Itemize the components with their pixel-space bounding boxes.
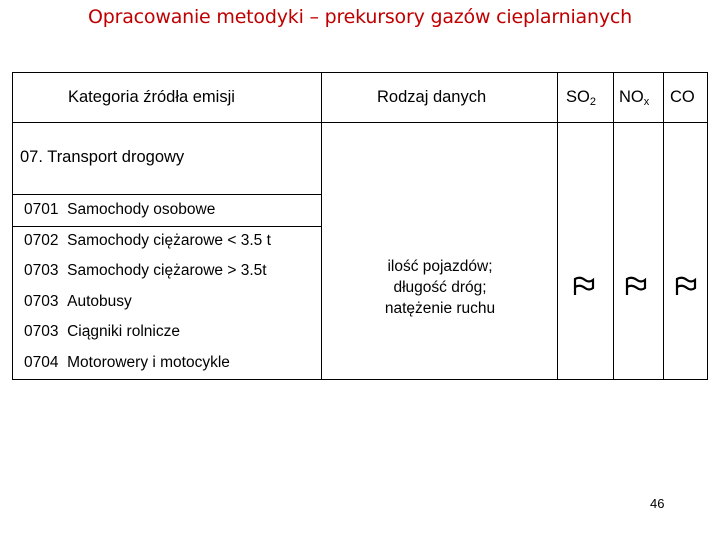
header-so2-sub: 2 (589, 96, 596, 108)
table-row (24, 354, 230, 372)
col-divider-so2 (613, 123, 614, 380)
col-divider-nox (663, 123, 664, 380)
header-so2 (566, 88, 596, 108)
group-divider (13, 194, 321, 195)
row-code: 0703 (24, 262, 59, 279)
row-name: Samochody osobowe (67, 201, 216, 218)
col-divider-so2-top (613, 73, 614, 123)
data-type-line: ilość pojazdów; (387, 258, 493, 275)
table-row (24, 232, 271, 250)
col-divider-datatype-top (557, 73, 558, 123)
row-code: 0703 (24, 323, 59, 340)
header-co: CO (670, 88, 695, 106)
header-divider (13, 122, 708, 123)
data-type-line: natężenie ruchu (384, 300, 496, 317)
row-name: Ciągniki rolnicze (67, 323, 180, 340)
data-type-line: długość dróg; (393, 279, 487, 296)
header-so2-main: SO (566, 88, 590, 106)
row-code: 0703 (24, 293, 59, 310)
page-number: 46 (650, 496, 665, 511)
row-divider-1 (13, 226, 321, 227)
col-divider-category (321, 73, 322, 380)
header-data-type: Rodzaj danych (377, 88, 487, 106)
row-name: Samochody ciężarowe > 3.5t (67, 262, 267, 279)
group-label: 07. Transport drogowy (20, 148, 185, 166)
table-row (24, 293, 132, 311)
nox-flag-check-icon (624, 276, 648, 296)
table-row (24, 262, 267, 280)
col-divider-datatype (557, 123, 558, 380)
row-name: Samochody ciężarowe < 3.5 t (67, 232, 271, 249)
data-type-cell (362, 256, 518, 319)
row-name: Motorowery i motocykle (67, 354, 230, 371)
header-category: Kategoria źródła emisji (68, 88, 235, 106)
header-nox-sub: x (643, 96, 650, 108)
header-nox (619, 88, 649, 108)
row-code: 0702 (24, 232, 59, 249)
row-code: 0704 (24, 354, 59, 371)
table-row (24, 201, 215, 219)
slide-title: Opracowanie metodyki – prekursory gazów cieplarnianych (88, 6, 632, 28)
header-nox-main: NO (619, 88, 644, 106)
co-flag-check-icon (674, 276, 698, 296)
row-code: 0701 (24, 201, 59, 218)
row-name: Autobusy (67, 293, 132, 310)
table-row (24, 323, 180, 341)
so2-flag-check-icon (572, 276, 596, 296)
col-divider-nox-top (663, 73, 664, 123)
